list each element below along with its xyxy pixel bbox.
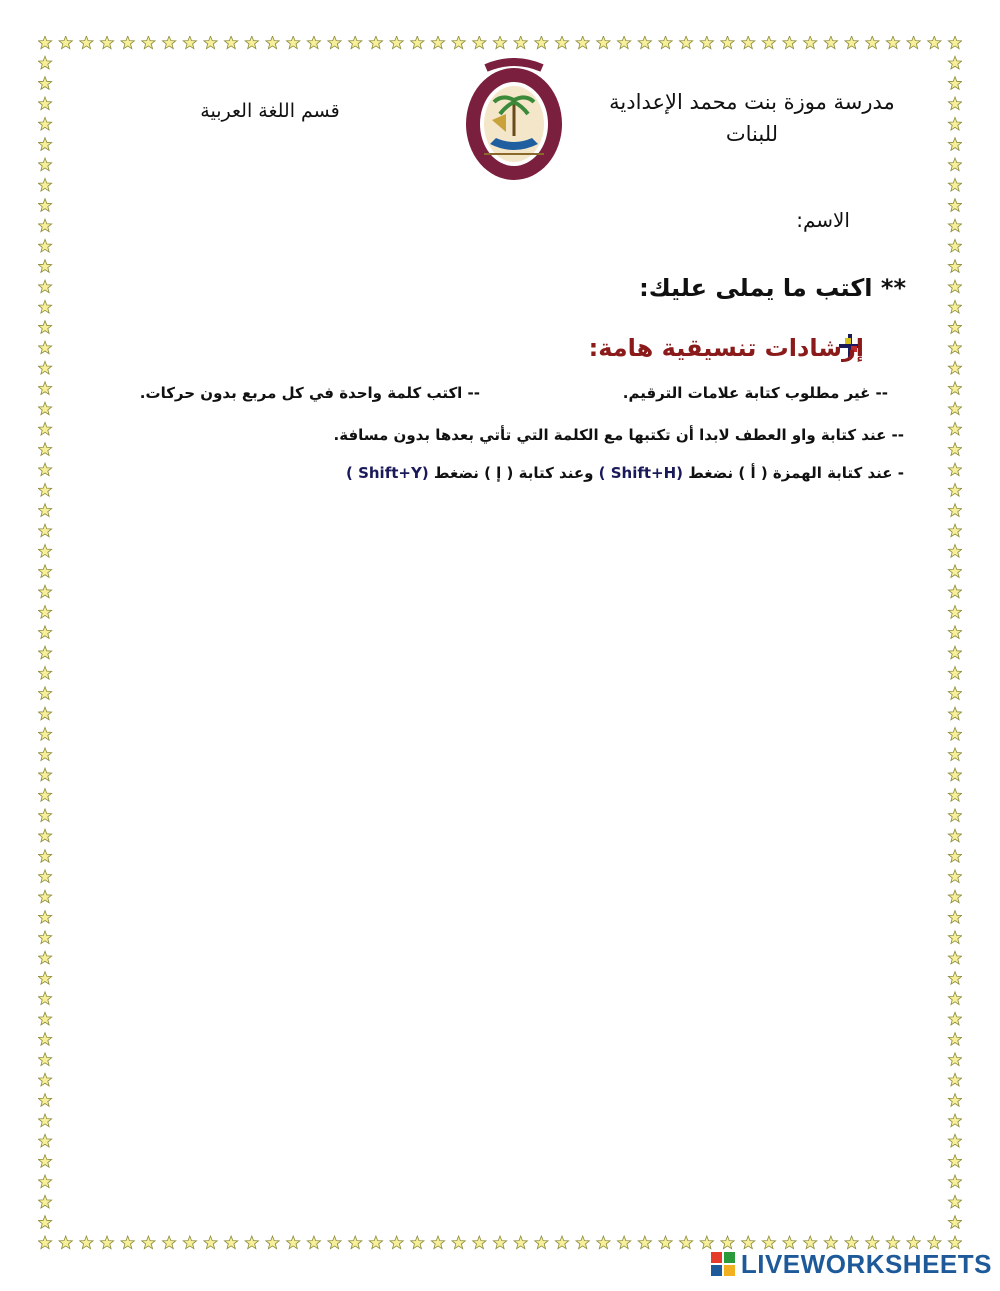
border-star-icon <box>411 36 424 49</box>
border-star-icon <box>390 1236 403 1249</box>
border-star-icon <box>948 97 961 110</box>
border-star-icon <box>38 97 51 110</box>
border-star-icon <box>100 1236 113 1249</box>
border-star-icon <box>948 707 961 720</box>
border-star-icon <box>576 36 589 49</box>
border-star-icon <box>514 1236 527 1249</box>
border-star-icon <box>948 1236 961 1249</box>
border-star-icon <box>824 36 837 49</box>
border-star-icon <box>948 321 961 334</box>
border-star-icon <box>80 36 93 49</box>
border-star-icon <box>948 1053 961 1066</box>
border-star-icon <box>948 829 961 842</box>
border-star-icon <box>948 117 961 130</box>
border-star-icon <box>948 585 961 598</box>
border-star-icon <box>638 1236 651 1249</box>
border-star-icon <box>38 178 51 191</box>
border-star-icon <box>38 321 51 334</box>
border-star-icon <box>948 443 961 456</box>
border-star-icon <box>452 1236 465 1249</box>
border-star-icon <box>38 626 51 639</box>
border-star-icon <box>948 809 961 822</box>
border-star-icon <box>38 443 51 456</box>
border-star-icon <box>948 951 961 964</box>
border-star-icon <box>142 1236 155 1249</box>
border-star-icon <box>659 36 672 49</box>
border-star-icon <box>928 36 941 49</box>
border-star-icon <box>473 1236 486 1249</box>
border-star-icon <box>948 361 961 374</box>
border-star-icon <box>535 36 548 49</box>
border-star-icon <box>638 36 651 49</box>
border-star-icon <box>493 36 506 49</box>
border-star-icon <box>183 36 196 49</box>
instruction-no-punctuation: -- غير مطلوب كتابة علامات الترقيم. <box>622 384 888 402</box>
border-star-icon <box>266 1236 279 1249</box>
department-name: قسم اللغة العربية <box>200 100 340 122</box>
border-star-icon <box>948 646 961 659</box>
border-star-icon <box>38 545 51 558</box>
border-star-icon <box>38 728 51 741</box>
border-star-icon <box>948 239 961 252</box>
border-star-icon <box>162 36 175 49</box>
border-star-icon <box>38 850 51 863</box>
border-star-icon <box>38 1134 51 1147</box>
liveworksheets-footer <box>711 1249 992 1279</box>
border-star-icon <box>38 870 51 883</box>
border-star-icon <box>38 585 51 598</box>
border-star-icon <box>38 972 51 985</box>
border-star-icon <box>948 972 961 985</box>
border-star-icon <box>38 280 51 293</box>
border-star-icon <box>845 36 858 49</box>
border-star-icon <box>948 504 961 517</box>
border-star-icon <box>38 158 51 171</box>
border-star-icon <box>948 1094 961 1107</box>
shift-y-key: ( Shift+Y) <box>346 464 429 482</box>
border-star-icon <box>38 890 51 903</box>
border-star-icon <box>742 36 755 49</box>
border-star-icon <box>183 1236 196 1249</box>
border-star-icon <box>866 1236 879 1249</box>
border-star-icon <box>948 138 961 151</box>
border-star-icon <box>948 1114 961 1127</box>
border-star-icon <box>948 1012 961 1025</box>
border-star-icon <box>38 951 51 964</box>
border-star-icon <box>224 1236 237 1249</box>
border-star-icon <box>38 239 51 252</box>
border-star-icon <box>948 178 961 191</box>
instructions-heading: إرشادات تنسيقية هامة: <box>588 334 864 362</box>
border-star-icon <box>804 1236 817 1249</box>
border-star-icon <box>576 1236 589 1249</box>
border-star-icon <box>948 545 961 558</box>
school-name-line2: للبنات <box>725 122 779 146</box>
border-star-icon <box>38 1033 51 1046</box>
border-star-icon <box>369 1236 382 1249</box>
border-star-icon <box>328 1236 341 1249</box>
border-star-icon <box>38 809 51 822</box>
border-star-icon <box>38 1094 51 1107</box>
border-star-icon <box>473 36 486 49</box>
border-star-icon <box>38 341 51 354</box>
border-star-icon <box>328 36 341 49</box>
border-star-icon <box>907 36 920 49</box>
border-star-icon <box>38 117 51 130</box>
border-star-icon <box>38 1053 51 1066</box>
border-star-icon <box>948 687 961 700</box>
border-star-icon <box>142 36 155 49</box>
border-star-icon <box>948 606 961 619</box>
border-star-icon <box>948 667 961 680</box>
border-star-icon <box>948 1195 961 1208</box>
border-star-icon <box>369 36 382 49</box>
border-star-icon <box>38 931 51 944</box>
border-star-icon <box>948 768 961 781</box>
border-star-icon <box>948 260 961 273</box>
border-star-icon <box>555 36 568 49</box>
border-star-icon <box>38 829 51 842</box>
border-star-icon <box>948 158 961 171</box>
border-star-icon <box>555 1236 568 1249</box>
border-star-icon <box>266 36 279 49</box>
border-star-icon <box>824 1236 837 1249</box>
border-star-icon <box>886 36 899 49</box>
border-star-icon <box>948 524 961 537</box>
border-star-icon <box>38 463 51 476</box>
student-name-label: الاسم: <box>796 208 850 232</box>
hamza-text-part1: - عند كتابة الهمزة ( أ ) نضغط <box>688 464 904 482</box>
qatar-emblem-logo <box>462 58 566 184</box>
border-star-icon <box>349 36 362 49</box>
instruction-waw-conjunction: -- عند كتابة واو العطف لابدا أن تكتبها مع الكلمة التي تأتي بعدها بدون مسافة. <box>333 426 904 444</box>
border-star-icon <box>948 300 961 313</box>
border-star-icon <box>59 36 72 49</box>
border-star-icon <box>948 1155 961 1168</box>
border-star-icon <box>38 1012 51 1025</box>
border-star-icon <box>38 789 51 802</box>
border-star-icon <box>907 1236 920 1249</box>
border-star-icon <box>390 36 403 49</box>
border-star-icon <box>38 138 51 151</box>
border-star-icon <box>948 36 961 49</box>
school-name-line1: مدرسة موزة بنت محمد الإعدادية <box>609 90 895 114</box>
border-star-icon <box>948 402 961 415</box>
border-star-icon <box>38 565 51 578</box>
border-star-icon <box>38 1216 51 1229</box>
border-star-icon <box>38 77 51 90</box>
border-star-icon <box>493 1236 506 1249</box>
border-star-icon <box>948 931 961 944</box>
border-star-icon <box>38 1175 51 1188</box>
border-star-icon <box>886 1236 899 1249</box>
border-star-icon <box>38 687 51 700</box>
border-star-icon <box>38 748 51 761</box>
instruction-one-word-per-box: -- اكتب كلمة واحدة في كل مربع بدون حركات. <box>139 384 480 402</box>
border-star-icon <box>679 1236 692 1249</box>
border-star-icon <box>948 870 961 883</box>
border-star-icon <box>948 77 961 90</box>
shift-h-key: ( Shift+H) <box>598 464 684 482</box>
border-star-icon <box>287 1236 300 1249</box>
border-star-icon <box>38 402 51 415</box>
border-star-icon <box>948 1033 961 1046</box>
border-star-icon <box>721 1236 734 1249</box>
border-star-icon <box>948 219 961 232</box>
border-star-icon <box>721 36 734 49</box>
border-star-icon <box>38 300 51 313</box>
border-star-icon <box>38 1236 51 1249</box>
border-star-icon <box>700 36 713 49</box>
border-star-icon <box>38 36 51 49</box>
border-star-icon <box>38 422 51 435</box>
border-star-icon <box>162 1236 175 1249</box>
border-star-icon <box>617 36 630 49</box>
border-star-icon <box>349 1236 362 1249</box>
border-star-icon <box>307 1236 320 1249</box>
border-star-icon <box>38 992 51 1005</box>
border-star-icon <box>948 911 961 924</box>
border-star-icon <box>762 36 775 49</box>
border-star-icon <box>38 484 51 497</box>
border-star-icon <box>535 1236 548 1249</box>
border-star-icon <box>452 36 465 49</box>
border-star-icon <box>224 36 237 49</box>
task-title: ** اكتب ما يملى عليك: <box>639 274 906 302</box>
border-star-icon <box>38 199 51 212</box>
border-star-icon <box>38 606 51 619</box>
border-star-icon <box>948 1073 961 1086</box>
border-star-icon <box>597 36 610 49</box>
border-star-icon <box>948 56 961 69</box>
border-star-icon <box>38 768 51 781</box>
border-star-icon <box>204 36 217 49</box>
border-star-icon <box>38 1195 51 1208</box>
border-star-icon <box>204 1236 217 1249</box>
border-star-icon <box>928 1236 941 1249</box>
border-star-icon <box>783 1236 796 1249</box>
border-star-icon <box>948 728 961 741</box>
border-star-icon <box>245 36 258 49</box>
liveworksheets-brand: LIVEWORKSHEETS <box>740 1248 992 1279</box>
border-star-icon <box>948 463 961 476</box>
border-star-icon <box>948 280 961 293</box>
border-star-icon <box>948 789 961 802</box>
instruction-hamza-keys <box>346 464 904 482</box>
border-star-icon <box>431 36 444 49</box>
border-star-icon <box>245 1236 258 1249</box>
border-star-icon <box>948 382 961 395</box>
border-star-icon <box>38 524 51 537</box>
border-star-icon <box>38 260 51 273</box>
border-star-icon <box>514 36 527 49</box>
border-star-icon <box>38 1073 51 1086</box>
border-star-icon <box>38 707 51 720</box>
border-star-icon <box>38 667 51 680</box>
border-star-icon <box>38 361 51 374</box>
border-star-icon <box>762 1236 775 1249</box>
border-star-icon <box>659 1236 672 1249</box>
border-star-icon <box>866 36 879 49</box>
border-star-icon <box>38 1155 51 1168</box>
border-star-icon <box>38 646 51 659</box>
border-star-icon <box>38 504 51 517</box>
border-star-icon <box>845 1236 858 1249</box>
liveworksheets-logo-icon <box>711 1252 735 1276</box>
border-star-icon <box>411 1236 424 1249</box>
border-star-icon <box>679 36 692 49</box>
border-star-icon <box>597 1236 610 1249</box>
border-star-icon <box>948 850 961 863</box>
border-star-icon <box>804 36 817 49</box>
border-star-icon <box>948 199 961 212</box>
border-star-icon <box>617 1236 630 1249</box>
border-star-icon <box>742 1236 755 1249</box>
border-star-icon <box>38 56 51 69</box>
border-star-icon <box>38 382 51 395</box>
border-star-icon <box>307 36 320 49</box>
border-star-icon <box>948 341 961 354</box>
border-star-icon <box>100 36 113 49</box>
border-star-icon <box>80 1236 93 1249</box>
border-star-icon <box>287 36 300 49</box>
border-star-icon <box>38 911 51 924</box>
border-star-icon <box>948 1134 961 1147</box>
border-star-icon <box>38 219 51 232</box>
border-star-icon <box>948 992 961 1005</box>
hamza-text-part2: وعند كتابة ( إ ) نضغط <box>433 464 594 482</box>
border-star-icon <box>59 1236 72 1249</box>
border-star-icon <box>948 1216 961 1229</box>
border-star-icon <box>948 422 961 435</box>
border-star-icon <box>948 890 961 903</box>
border-star-icon <box>948 565 961 578</box>
border-star-icon <box>431 1236 444 1249</box>
border-star-icon <box>948 626 961 639</box>
border-star-icon <box>38 1114 51 1127</box>
border-star-icon <box>948 1175 961 1188</box>
border-star-icon <box>121 36 134 49</box>
border-star-icon <box>948 748 961 761</box>
border-star-icon <box>948 484 961 497</box>
border-star-icon <box>700 1236 713 1249</box>
border-star-icon <box>783 36 796 49</box>
border-star-icon <box>121 1236 134 1249</box>
school-name <box>602 86 902 150</box>
